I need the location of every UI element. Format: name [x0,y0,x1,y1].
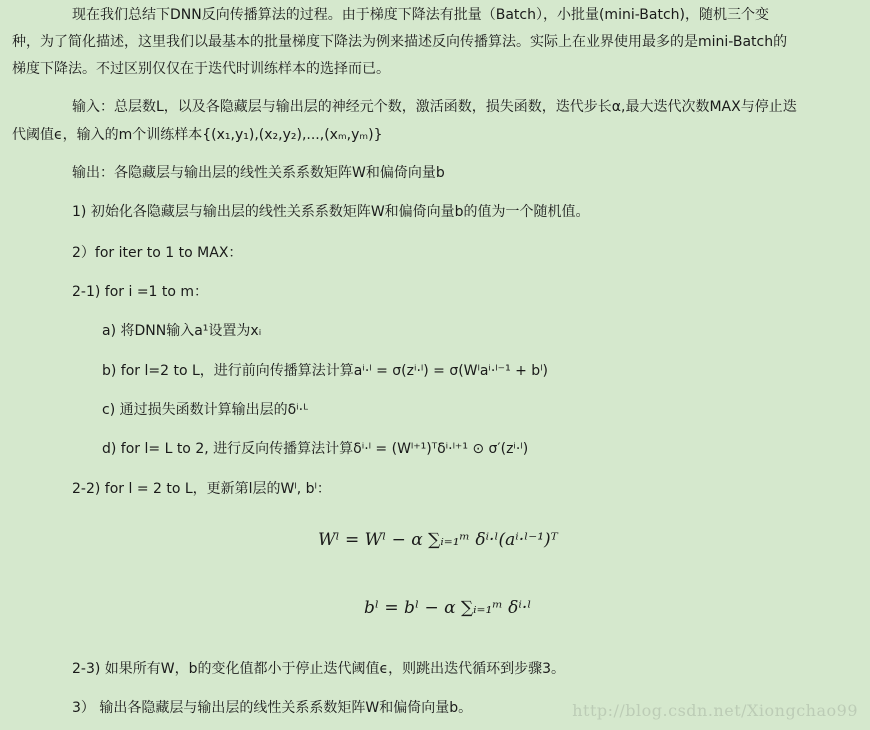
intro-line-3: 梯度下降法。不过区别仅仅在于迭代时训练样本的选择而已。 [12,61,390,77]
formula-b-update: bˡ = bˡ − α ∑ᵢ₌₁ᵐ δⁱ·ˡ [364,598,532,618]
step-2-1-c: c) 通过损失函数计算输出层的δⁱ·ᴸ [102,402,309,418]
formula-w-update: Wˡ = Wˡ − α ∑ᵢ₌₁ᵐ δⁱ·ˡ(aⁱ·ˡ⁻¹)ᵀ [318,530,558,550]
input-line-1: 输入：总层数L，以及各隐藏层与输出层的神经元个数，激活函数，损失函数，迭代步长α,最大迭代次数MAX与停止迭 [72,99,797,115]
step-2-1: 2-1) for i =1 to m： [72,284,209,300]
intro-line-2: 种，为了简化描述，这里我们以最基本的批量梯度下降法为例来描述反向传播算法。实际上在业界使用最多的是mini-Batch的 [12,34,788,50]
step-2: 2）for iter to 1 to MAX： [72,245,243,261]
step-1: 1) 初始化各隐藏层与输出层的线性关系系数矩阵W和偏倚向量b的值为一个随机值。 [72,204,590,220]
step-2-2: 2-2) for l = 2 to L，更新第l层的Wˡ, bˡ： [72,481,331,497]
step-2-1-a: a) 将DNN输入a¹设置为xᵢ [102,323,262,339]
step-3: 3） 输出各隐藏层与输出层的线性关系系数矩阵W和偏倚向量b。 [72,700,473,716]
step-2-3: 2-3) 如果所有W，b的变化值都小于停止迭代阈值ϵ，则跳出迭代循环到步骤3。 [72,661,566,677]
step-2-1-b: b) for l=2 to L，进行前向传播算法计算aⁱ·ˡ = σ(zⁱ·ˡ) = σ(Wˡaⁱ·ˡ⁻¹ + bˡ) [102,363,548,379]
input-line-2: 代阈值ϵ，输入的m个训练样本{(x₁,y₁),(x₂,y₂),...,(xₘ,yₘ)} [12,127,383,143]
output-line: 输出：各隐藏层与输出层的线性关系系数矩阵W和偏倚向量b [72,165,445,181]
step-2-1-d: d) for l= L to 2, 进行反向传播算法计算δⁱ·ˡ = (Wˡ⁺¹)ᵀδⁱ·ˡ⁺¹ ⊙ σ′(zⁱ·ˡ) [102,441,529,457]
watermark: http://blog.csdn.net/Xiongchao99 [572,701,858,720]
intro-line-1: 现在我们总结下DNN反向传播算法的过程。由于梯度下降法有批量（Batch），小批量(mini-Batch)，随机三个变 [72,7,769,23]
